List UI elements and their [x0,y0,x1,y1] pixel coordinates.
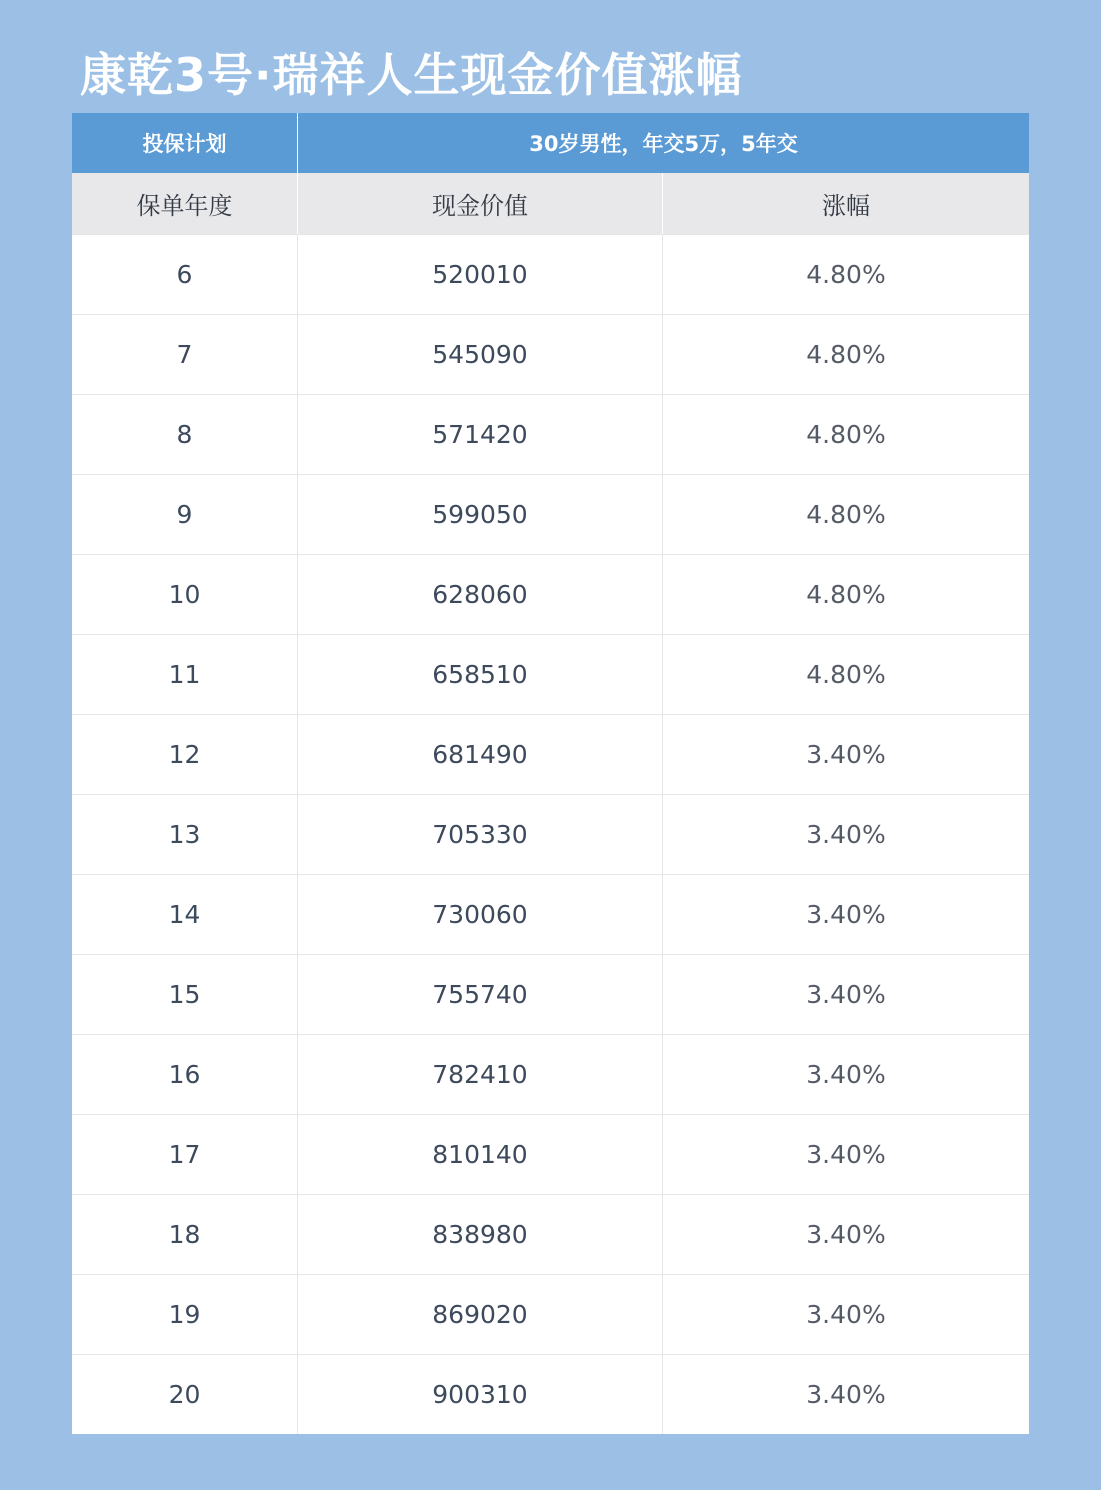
cash-value-cell: 869020 [298,1275,663,1354]
growth-cell: 4.80% [806,340,886,369]
table-body [72,234,1029,1434]
policy-year-cell: 6 [72,235,298,314]
policy-year-cell: 20 [72,1355,298,1434]
table-row [72,714,1029,794]
cash-value-cell: 810140 [298,1115,663,1194]
policy-year-cell: 16 [72,1035,298,1114]
growth-cell: 4.80% [806,580,886,609]
column-header-row [72,173,1029,234]
policy-year-cell: 8 [72,395,298,474]
policy-year-cell: 11 [72,635,298,714]
table-row [72,954,1029,1034]
column-header-growth: 涨幅 [822,192,870,220]
cash-value-cell: 571420 [298,395,663,474]
table-row [72,1034,1029,1114]
growth-cell: 3.40% [806,900,886,929]
growth-cell: 3.40% [806,1140,886,1169]
cash-value-cell: 599050 [298,475,663,554]
page-title: 康乾3号·瑞祥人生现金价值涨幅 [80,48,743,102]
plan-label: 投保计划 [72,113,298,173]
cash-value-cell: 782410 [298,1035,663,1114]
growth-cell: 3.40% [806,820,886,849]
policy-year-cell: 14 [72,875,298,954]
policy-year-cell: 13 [72,795,298,874]
table-row [72,794,1029,874]
cash-value-table [72,113,1029,1434]
cash-value-cell: 705330 [298,795,663,874]
growth-cell: 3.40% [806,1060,886,1089]
cash-value-cell: 755740 [298,955,663,1034]
policy-year-cell: 18 [72,1195,298,1274]
growth-cell: 3.40% [806,1300,886,1329]
policy-year-cell: 9 [72,475,298,554]
policy-year-cell: 19 [72,1275,298,1354]
plan-row [72,113,1029,173]
table-row [72,314,1029,394]
policy-year-cell: 10 [72,555,298,634]
table-row [72,234,1029,314]
table-row [72,1194,1029,1274]
column-header-cash-value: 现金价值 [298,173,663,234]
cash-value-cell: 681490 [298,715,663,794]
policy-year-cell: 12 [72,715,298,794]
table-row [72,1354,1029,1434]
table-row [72,474,1029,554]
policy-year-cell: 17 [72,1115,298,1194]
cash-value-cell: 658510 [298,635,663,714]
table-row [72,1274,1029,1354]
growth-cell: 4.80% [806,420,886,449]
growth-cell: 3.40% [806,1220,886,1249]
growth-cell: 4.80% [806,660,886,689]
policy-year-cell: 15 [72,955,298,1034]
growth-cell: 3.40% [806,740,886,769]
cash-value-cell: 628060 [298,555,663,634]
cash-value-cell: 520010 [298,235,663,314]
growth-cell: 3.40% [806,980,886,1009]
column-header-year: 保单年度 [72,173,298,234]
table-row [72,554,1029,634]
growth-cell: 3.40% [806,1380,886,1409]
growth-cell: 4.80% [806,500,886,529]
growth-cell: 4.80% [806,260,886,289]
cash-value-cell: 545090 [298,315,663,394]
cash-value-cell: 730060 [298,875,663,954]
table-row [72,874,1029,954]
table-row [72,394,1029,474]
cash-value-cell: 838980 [298,1195,663,1274]
plan-value: 30岁男性，年交5万，5年交 [529,132,798,156]
table-row [72,1114,1029,1194]
policy-year-cell: 7 [72,315,298,394]
cash-value-cell: 900310 [298,1355,663,1434]
table-row [72,634,1029,714]
